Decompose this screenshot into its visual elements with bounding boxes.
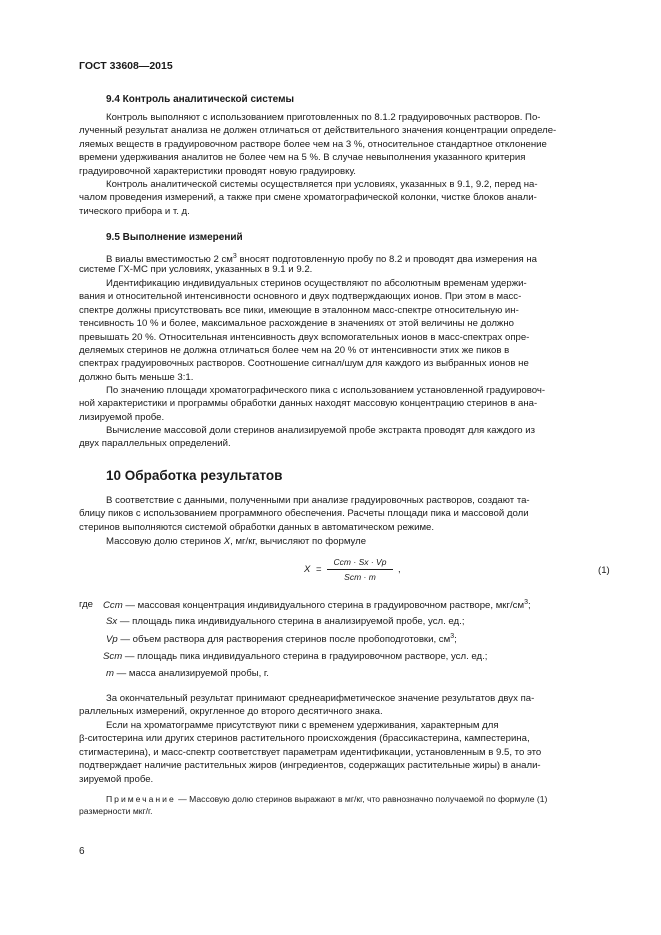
text-line: Контроль аналитической системы осуществляется при условиях, указанных в 9.1, 9.2, перед на- (106, 179, 538, 190)
text-fragment: вносят подготовленную пробу по 8.2 и проводят два измерения на (236, 254, 538, 266)
section-9-5-paragraph-4 (79, 424, 614, 451)
symbol-x: X (223, 536, 231, 547)
section-9-4-paragraph-2 (79, 178, 614, 218)
section-10-paragraph-1 (79, 494, 614, 534)
note-text: — Массовую долю стеринов выражают в мг/кг, что равнозначно получаемой по формуле (1) (175, 794, 548, 804)
legend-where: где (79, 599, 94, 610)
note-label: Примечание (106, 794, 176, 804)
legend-symbol: m (106, 668, 114, 679)
text-line: системе ГХ-МС при условиях, указанных в 9.1 и 9.2. (79, 264, 313, 276)
text-line: времени удерживания аналитов не более чем на 5 %. В случае невыполнения указанного критерия (79, 152, 526, 164)
section-10-paragraph-4 (79, 719, 614, 786)
section-10-title: 10 Обработка результатов (106, 468, 283, 483)
text-line: деляемых стеринов не должна отличаться более чем на 20 % от интенсивности этих же пиков в (79, 344, 510, 356)
legend-symbol: Vр (106, 634, 118, 646)
legend-text-tail: ; (454, 634, 457, 646)
text-line: По значению площади хроматографического пика с использованием установленной градуировоч- (106, 385, 546, 396)
text-line: подтверждает наличие растительных жиров (ингредиентов, содержащих растительные жиры) в анали- (79, 760, 541, 772)
text-line: Идентификацию индивидуальных стеринов осуществляют по абсолютным временам удержи- (106, 278, 527, 289)
formula-equals: = (316, 564, 322, 575)
section-9-5-paragraph-2 (79, 277, 614, 384)
legend-text: — площадь пика индивидуального стерина в градуировочном растворе, усл. ед.; (122, 651, 488, 662)
note (79, 793, 614, 818)
superscript: 3 (232, 253, 237, 260)
text-line: стигмастерина), и масс-спектр соответствует параметрам идентификации, установленным в 9.5, то это (79, 746, 542, 758)
superscript: 3 (524, 599, 528, 606)
note-line: размерности мкг/г. (79, 806, 153, 817)
legend-item (106, 633, 457, 645)
legend-item (106, 616, 464, 627)
section-10-paragraph-3 (79, 692, 614, 719)
legend-text: — массовая концентрация индивидуального стерина в градуировочном растворе, мкг/см (122, 600, 525, 612)
text-line: должно быть меньше 3:1. (79, 371, 194, 383)
text-line: ляемых веществ в градуировочном растворе более чем на 3 %, относительное стандартное отклонение (79, 138, 547, 150)
text-line: В соответствие с данными, полученными при анализе градуировочных растворов, создают та- (106, 495, 530, 506)
text-fragment: , мг/кг, вычисляют по формуле (230, 536, 367, 547)
superscript: 3 (450, 633, 455, 640)
formula-numerator: Cст · Sх · Vр (333, 557, 387, 567)
section-9-5-title: 9.5 Выполнение измерений (106, 232, 243, 243)
text-line: превышать 20 %. Относительная интенсивность двух вспомогательных ионов в масс-спектрах опре- (79, 331, 530, 343)
note-line (79, 793, 614, 805)
text-line: спектре должны присутствовать все пики, имеющие в эталонном масс-спектре относительную ин- (79, 304, 519, 316)
formula-lhs: X (304, 564, 311, 575)
formula-comma: , (398, 564, 401, 575)
text-line: За окончательный результат принимают среднеарифметическое значение результатов двух па- (106, 693, 535, 704)
legend-item (103, 651, 487, 662)
text-line: стеринов выполняются системой обработки данных в автоматическом режиме. (79, 521, 435, 533)
section-9-5-paragraph-3 (79, 384, 614, 424)
text-line: двух параллельных определений. (79, 438, 231, 450)
legend-symbol: Sст (103, 651, 123, 662)
text-fragment: В виалы вместимостью 2 см (106, 254, 233, 266)
text-line: Если на хроматограмме присутствуют пики с временем удерживания, характерным для (106, 720, 499, 731)
text-line: лизируемой пробе. (79, 411, 165, 423)
page-number: 6 (79, 846, 85, 857)
text-line: зируемой пробе. (79, 773, 154, 785)
legend-text-tail: ; (527, 600, 531, 612)
text-line: чалом проведения измерений, а также при смене хроматографической колонки, чистке блоков анали- (79, 192, 537, 204)
text-line: градуировочной характеристики проводят новую градуировку. (79, 165, 356, 177)
legend-text: — площадь пика индивидуального стерина в анализируемой пробе, усл. ед.; (117, 616, 465, 627)
text-line: блицу пиков с использованием программного обеспечения. Расчеты площади пика и массовой доли (79, 508, 529, 520)
legend-item (103, 599, 531, 611)
legend-symbol: Cст (103, 600, 123, 612)
section-10-paragraph-2 (79, 535, 614, 548)
section-9-5-paragraph-1 (79, 250, 614, 277)
text-line: вания и относительной интенсивности основного и двух подтверждающих ионов. При этом в масс- (79, 291, 522, 303)
section-9-4-paragraph-1 (79, 111, 614, 178)
legend-text: — масса анализируемой пробы, г. (114, 668, 269, 679)
text-line: тенсивность 10 % и более, максимальное расхождение в значениях от этой величины не должно (79, 318, 514, 330)
legend-item (106, 668, 269, 679)
text-line: Контроль выполняют с использованием приготовленных по 8.1.2 градуировочных растворов. По- (106, 112, 541, 123)
text-fragment: Массовую долю стеринов (106, 536, 224, 547)
text-line: тического прибора и т. д. (79, 205, 190, 217)
formula-reference-number: (1) (598, 565, 610, 576)
text-line: раллельных измерений, округленное до второго десятичного знака. (79, 706, 383, 718)
text-line (79, 250, 614, 266)
text-line: лученный результат анализа не должен отличаться от действительного значения концентрации определе- (79, 125, 557, 137)
fraction-bar (327, 569, 393, 570)
text-line: Вычисление массовой доли стеринов анализируемой пробе экстракта проводят для каждого из (106, 425, 536, 436)
text-line (79, 535, 614, 548)
text-line: β-ситостерина или других стеринов растительного происхождения (брассикастерина, кампестерина, (79, 733, 530, 745)
section-9-4-title: 9.4 Контроль аналитической системы (106, 94, 295, 105)
text-line: спектрах градуировочных растворов. Соотношение сигнал/шум для каждого из выбранных ионов не (79, 358, 529, 370)
legend-text: — объем раствора для растворения стеринов после пробоподготовки, см (117, 634, 451, 646)
text-line: ной характеристики и программы обработки данных находят массовую концентрацию стеринов в ана- (79, 398, 538, 410)
formula-denominator: Sст · m (344, 572, 376, 582)
document-header: ГОСТ 33608—2015 (79, 60, 173, 72)
legend-symbol: Sх (106, 616, 118, 627)
